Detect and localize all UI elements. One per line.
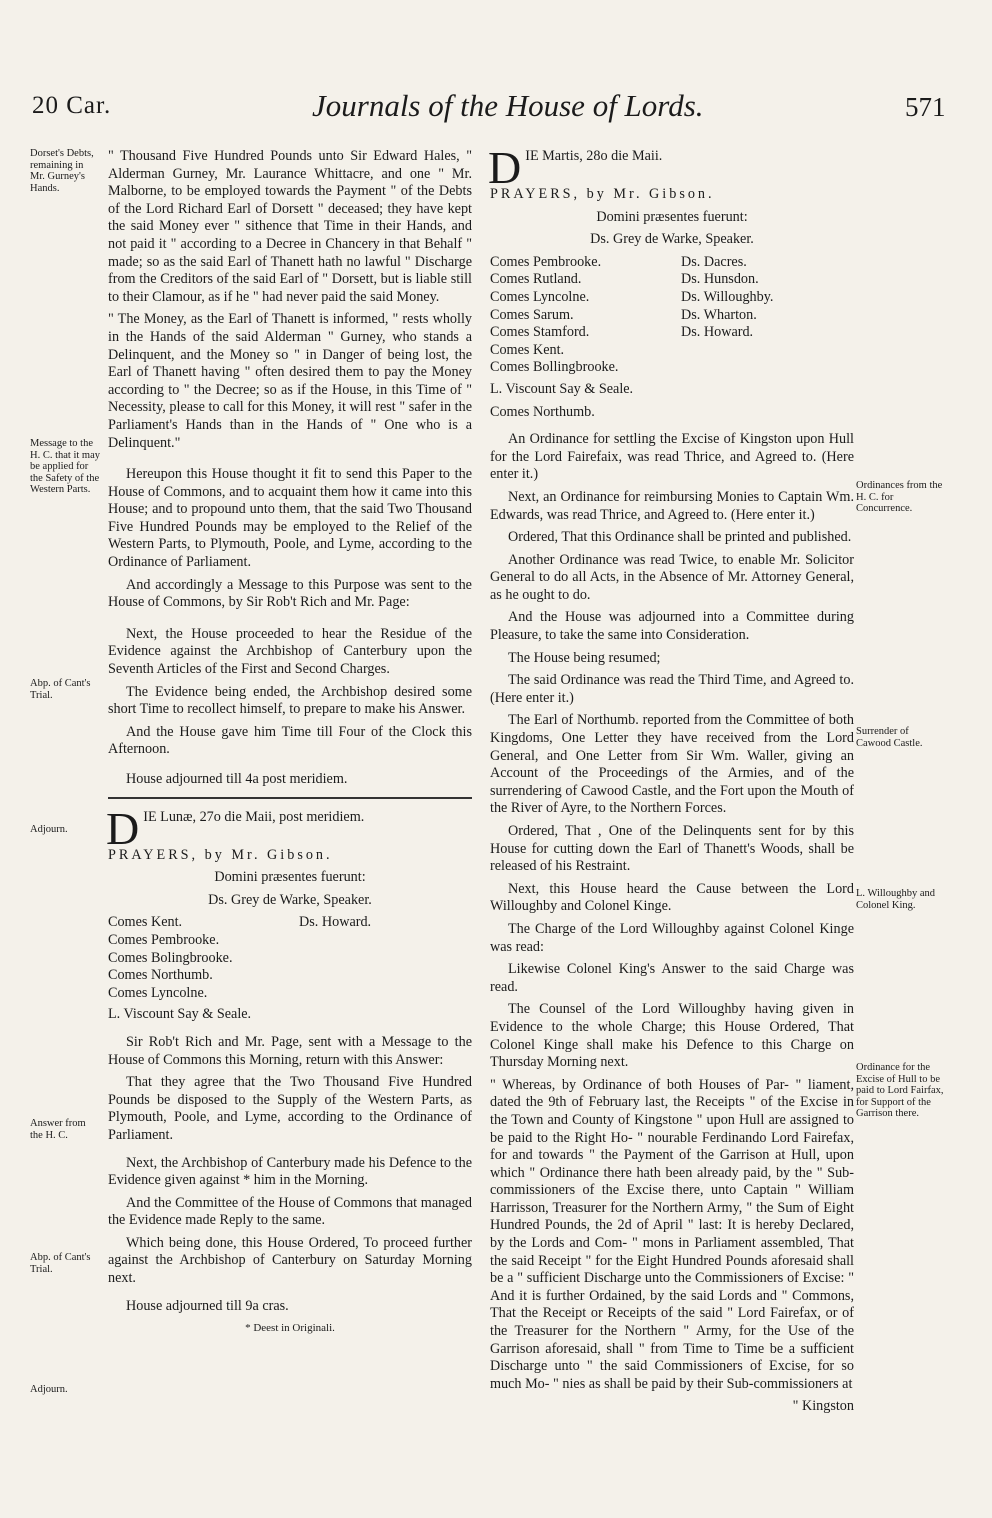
margin-note-ordinance-excise: Ordinance for the Excise of Hull to be paid to Lord Fairfax, for Support of the Garrison there.: [856, 1062, 944, 1119]
drop-cap: D: [488, 142, 522, 193]
paragraph: The Evidence being ended, the Archbishop desired some short Time to recollect himself, to prepare to make his Answer.: [108, 683, 472, 718]
paragraph: And the Committee of the House of Commons that managed the Evidence made Reply to the same.: [108, 1194, 472, 1229]
paragraph: Next, the House proceeded to hear the Residue of the Evidence against the Archbishop of Canterbury upon the Seventh Articles of the First and Second Charges.: [108, 625, 472, 678]
adjournment: House adjourned till 9a cras.: [126, 1297, 289, 1314]
paragraph: Likewise Colonel King's Answer to the said Charge was read.: [490, 961, 854, 995]
domini-line: Domini præsentes fuerunt:: [596, 208, 748, 225]
paragraph: The Counsel of the Lord Willoughby having given in Evidence to the whole Charge; this House Ordered, That Colonel Kinge shall make his Defence to this Charge on Thursday Morning next.: [490, 1001, 854, 1071]
attendance-list: [108, 914, 472, 1002]
comes-list: Comes Pembrooke. Comes Rutland. Comes Lyncolne. Comes Sarum. Comes Stamford. Comes Kent. Comes Bollingbrooke.: [490, 253, 619, 376]
paragraph: " The Money, as the Earl of Thanett is informed, " rests wholly in the Hands of the said Alderman " Gurney, who stands a Delinquent, and the Money so " in Danger of being lost, the Earl of Thanett having " often desired them to pay the Money according to " the Decree; so as if the House, in this Time of " Necessity, please to call for this Money, it will rest " safer in the Parliament's Hands than in the Hands of " One who is a Delinquent.": [108, 311, 472, 451]
paragraph: Next, an Ordinance for reimbursing Monies to Captain Wm. Edwards, was read Thrice, and Agreed to. (Here enter it.): [490, 488, 854, 523]
margin-note-dorsets-debts: Dorset's Debts, remaining in Mr. Gurney's Hands.: [30, 148, 94, 194]
viscount-line: L. Viscount Say & Seale.: [108, 1006, 252, 1023]
margin-note-answer-hc: Answer from the H. C.: [30, 1118, 86, 1141]
page-header: [0, 88, 992, 132]
running-head-left: 20 Car.: [32, 92, 112, 119]
paragraph: The House being resumed;: [508, 649, 661, 666]
paragraph: " Thousand Five Hundred Pounds unto Sir Edward Hales, " Alderman Gurney, Mr. Laurance Whittacre, and one " Mr. Malborne, to be employed towards the Payment " of the Debts of the Lord Richard Earl of Dorsett " deceased; they have kept the said Money ever " sithence that Time in their Hands, and not paid it " according to a Decree in Chancery in that Behalf " made; so as the said Earl of Thanett hath no lawful " Discharge from the Creditors of the said Earl of " Dorsett, but is liable still to their Clamour, as if he " had never paid the said Money.: [108, 148, 472, 305]
paragraph: Hereupon this House thought it fit to send this Paper to the House of Commons, and to acquaint them how it came into this House; and to propound unto them, that the said Two Thousand Five Hundred Pounds may be employed to the Relief of the Western Parts, to Plymouth, Poole, and Lyme, according to the Ordinance of Parliament.: [108, 466, 472, 571]
session-heading: DIE Martis, 28o die Maii.: [488, 142, 663, 193]
speaker-line: Ds. Grey de Warke, Speaker.: [590, 231, 754, 248]
left-column: [108, 148, 472, 1343]
margin-note-adjourn-1: Adjourn.: [30, 824, 68, 835]
paragraph: Which being done, this House Ordered, To proceed further against the Archbishop of Canterbury on Saturday Morning next.: [108, 1234, 472, 1287]
margin-note-willoughby: L. Willoughby and Colonel King.: [856, 888, 936, 911]
paragraph: Another Ordinance was read Twice, to enable Mr. Solicitor General to do all Acts, in the Absence of Mr. Attorney General, as he ought to do.: [490, 551, 854, 603]
viscount-line: L. Viscount Say & Seale.: [490, 380, 634, 397]
speaker-line: Ds. Grey de Warke, Speaker.: [208, 891, 372, 908]
paragraph: Next, the Archbishop of Canterbury made his Defence to the Evidence given against * him in the Morning.: [108, 1154, 472, 1189]
margin-note-abp-trial-1: Abp. of Cant's Trial.: [30, 678, 91, 701]
paragraph: The said Ordinance was read the Third Time, and Agreed to. (Here enter it.): [490, 672, 854, 706]
comes-list: Comes Kent. Comes Pembrooke. Comes Bolingbrooke. Comes Northumb. Comes Lyncolne.: [108, 914, 233, 1001]
paragraph: The Earl of Northumb. reported from the Committee of both Kingdoms, One Letter they have received from the Lord General, and One Letter from Sir Wm. Waller, giving an Account of the Proceedings of the Armies, and of the surrendering of Cawood Castle, and the Fort upon the Mouth of the River of Ayre, to the Northern Forces.: [490, 712, 854, 817]
prayers-line: PRAYERS, by Mr. Gibson.: [108, 846, 333, 863]
footnote: * Deest in Originali.: [245, 1322, 335, 1335]
paragraph: Sir Rob't Rich and Mr. Page, sent with a Message to the House of Commons this Morning, return with this Answer:: [108, 1033, 472, 1068]
running-head-title: Journals of the House of Lords.: [312, 88, 704, 123]
margin-note-abp-trial-2: Abp. of Cant's Trial.: [30, 1252, 91, 1275]
session-heading: DIE Lunæ, 27o die Maii, post meridiem.: [106, 802, 365, 854]
margin-note-surrender: Surrender of Cawood Castle.: [856, 726, 923, 749]
paragraph: And the House was adjourned into a Committee during Pleasure, to take the same into Consideration.: [490, 609, 854, 644]
drop-cap: D: [106, 802, 140, 854]
prayers-line: PRAYERS, by Mr. Gibson.: [490, 186, 715, 202]
section-rule: [108, 797, 472, 799]
paragraph: Ordered, That this Ordinance shall be printed and published.: [508, 529, 852, 546]
margin-note-ordinances: Ordinances from the H. C. for Concurrence.: [856, 480, 943, 514]
adjournment: House adjourned till 4a post meridiem.: [126, 771, 348, 787]
paragraph: That they agree that the Two Thousand Five Hundred Pounds be disposed to the Supply of the Western Parts, as Plymouth, Poole, and Lyme, according to the Ordinance of Parliament.: [108, 1074, 472, 1143]
right-column: [488, 142, 854, 1416]
attendance-list: [490, 254, 854, 377]
paragraph: And accordingly a Message to this Purpose was sent to the House of Commons, by Sir Rob't Rich and Mr. Page:: [108, 576, 472, 611]
margin-note-message-hc: Message to the H. C. that it may be applied for the Safety of the Western Parts.: [30, 438, 100, 495]
paragraph: Next, this House heard the Cause between the Lord Willoughby and Colonel Kinge.: [490, 880, 854, 915]
paragraph: An Ordinance for settling the Excise of Kingston upon Hull for the Lord Fairefaix, was read Thrice, and Agreed to. (Here enter it.): [490, 431, 854, 483]
paragraph: The Charge of the Lord Willoughby against Colonel Kinge was read:: [490, 920, 854, 955]
page-number: 571: [905, 92, 946, 122]
catchword: " Kingston: [792, 1398, 854, 1415]
paragraph: Ordered, That , One of the Delinquents sent for by this House for cutting down the Earl of Thanett's Woods, shall be released of his Restraint.: [490, 823, 854, 875]
ds-list: Ds. Howard.: [299, 914, 372, 931]
margin-note-adjourn-2: Adjourn.: [30, 1384, 68, 1395]
ordinance-text: " Whereas, by Ordinance of both Houses of Par- " liament, dated the 9th of February last, the Receipts " of the Excise in the Town and County of Kingstone " upon Hull are assigned to be paid to the Right Ho- " nourable Ferdinando Lord Fairefax, for and towards " the Payment of the Garrison at Hull, upon which " Ordinance there hath been already paid, by the " Sub-commissioners of the Excise there, unto Captain " William Harrisson, Treasurer for the Northern Army, " the Sum of Eight Hundred Pounds, the 2d of April " last: It is hereby Declared, by the Lords and Com- " mons in Parliament assembled, That the said Receipt " for the Eight Hundred Pounds aforesaid shall be a " sufficient Discharge unto the Commissioners of Excise: " And it is further Ordained, by the said Lords and " Commons, That the Receipt or Receipts of the said " Lord Fairefax, or of the Treasurer for the Northern " Army, for the Use of the Garrison aforesaid, shall " from Time to Time be a sufficient Discharge unto " the said Commissioners of Excise, for so much Mo- " nies as shall be paid by their Sub-commissioners at: [490, 1076, 854, 1392]
paragraph: And the House gave him Time till Four of the Clock this Afternoon.: [108, 723, 472, 758]
comes-northumb-line: Comes Northumb.: [490, 403, 595, 420]
ds-list: Ds. Dacres. Ds. Hunsdon. Ds. Willoughby. Ds. Wharton. Ds. Howard.: [681, 253, 774, 341]
domini-line: Domini præsentes fuerunt:: [214, 869, 366, 886]
